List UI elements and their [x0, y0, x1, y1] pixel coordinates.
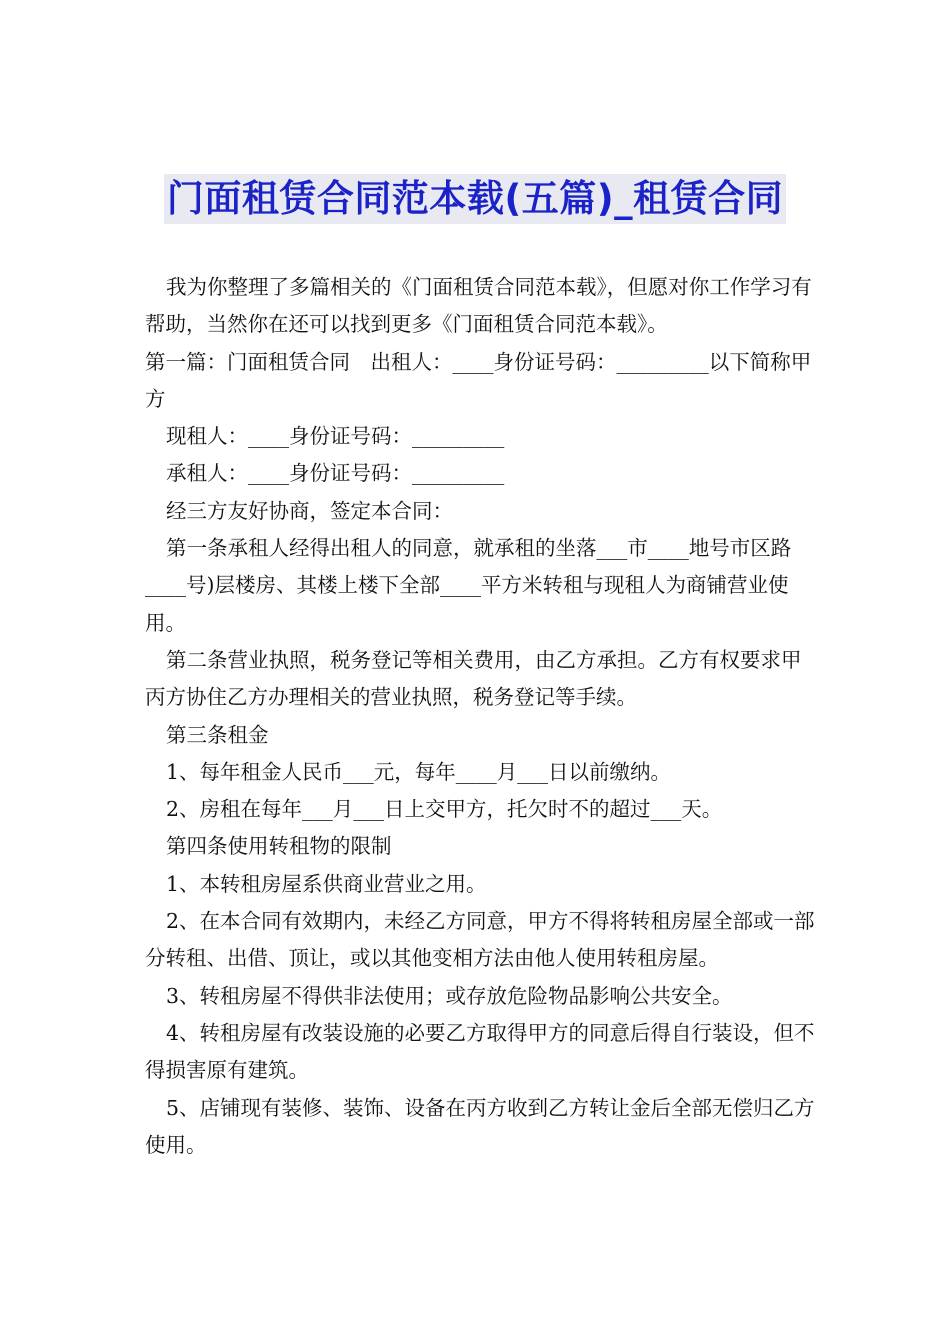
paragraph-current-tenant: 现租人：____身份证号码：_________	[166, 424, 505, 449]
document-body	[145, 269, 815, 1164]
paragraph-article-4-item-1: 1、本转租房屋系供商业营业之用。	[166, 871, 487, 896]
paragraph-article-3-item-1: 1、每年租金人民币___元，每年____月___日以前缴纳。	[166, 759, 672, 784]
paragraph-article-1: 第一条承租人经得出租人的同意，就承租的坐落___市____地号市区路____号)层楼房、其楼上楼下全部____平方米转租与现租人为商铺营业使用。	[145, 536, 792, 635]
document-title: 门面租赁合同范本载(五篇)_租赁合同	[164, 174, 786, 224]
paragraph-lessee: 承租人：____身份证号码：_________	[166, 461, 505, 486]
paragraph-article-3-heading: 第三条租金	[166, 722, 269, 747]
paragraph-article-3-item-2: 2、房租在每年___月___日上交甲方，托欠时不的超过___天。	[166, 797, 723, 822]
title-container	[0, 174, 950, 224]
paragraph-article-4-heading: 第四条使用转租物的限制	[166, 834, 392, 859]
paragraph-article-4-item-2: 2、在本合同有效期内，未经乙方同意，甲方不得将转租房屋全部或一部分转租、出借、顶让，或以其他变相方法由他人使用转租房屋。	[145, 909, 815, 971]
paragraph-article-4-item-5: 5、店铺现有装修、装饰、设备在丙方收到乙方转让金后全部无偿归乙方使用。	[145, 1095, 815, 1157]
paragraph-article-4-item-4: 4、转租房屋有改装设施的必要乙方取得甲方的同意后得自行装设，但不得损害原有建筑。	[145, 1020, 815, 1083]
paragraph-lessor: 第一篇：门面租赁合同 出租人：____身份证号码：_________以下简称甲方	[145, 349, 812, 411]
paragraph-agreement: 经三方友好协商，签定本合同：	[166, 498, 453, 523]
paragraph-article-2: 第二条营业执照，税务登记等相关费用，由乙方承担。乙方有权要求甲丙方协住乙方办理相关的营业执照，税务登记等手续。	[145, 647, 802, 710]
paragraph-intro: 我为你整理了多篇相关的《门面租赁合同范本载》，但愿对你工作学习有帮助，当然你在还可以找到更多《门面租赁合同范本载》。	[145, 275, 812, 337]
paragraph-article-4-item-3: 3、转租房屋不得供非法使用；或存放危险物品影响公共安全。	[166, 983, 733, 1008]
